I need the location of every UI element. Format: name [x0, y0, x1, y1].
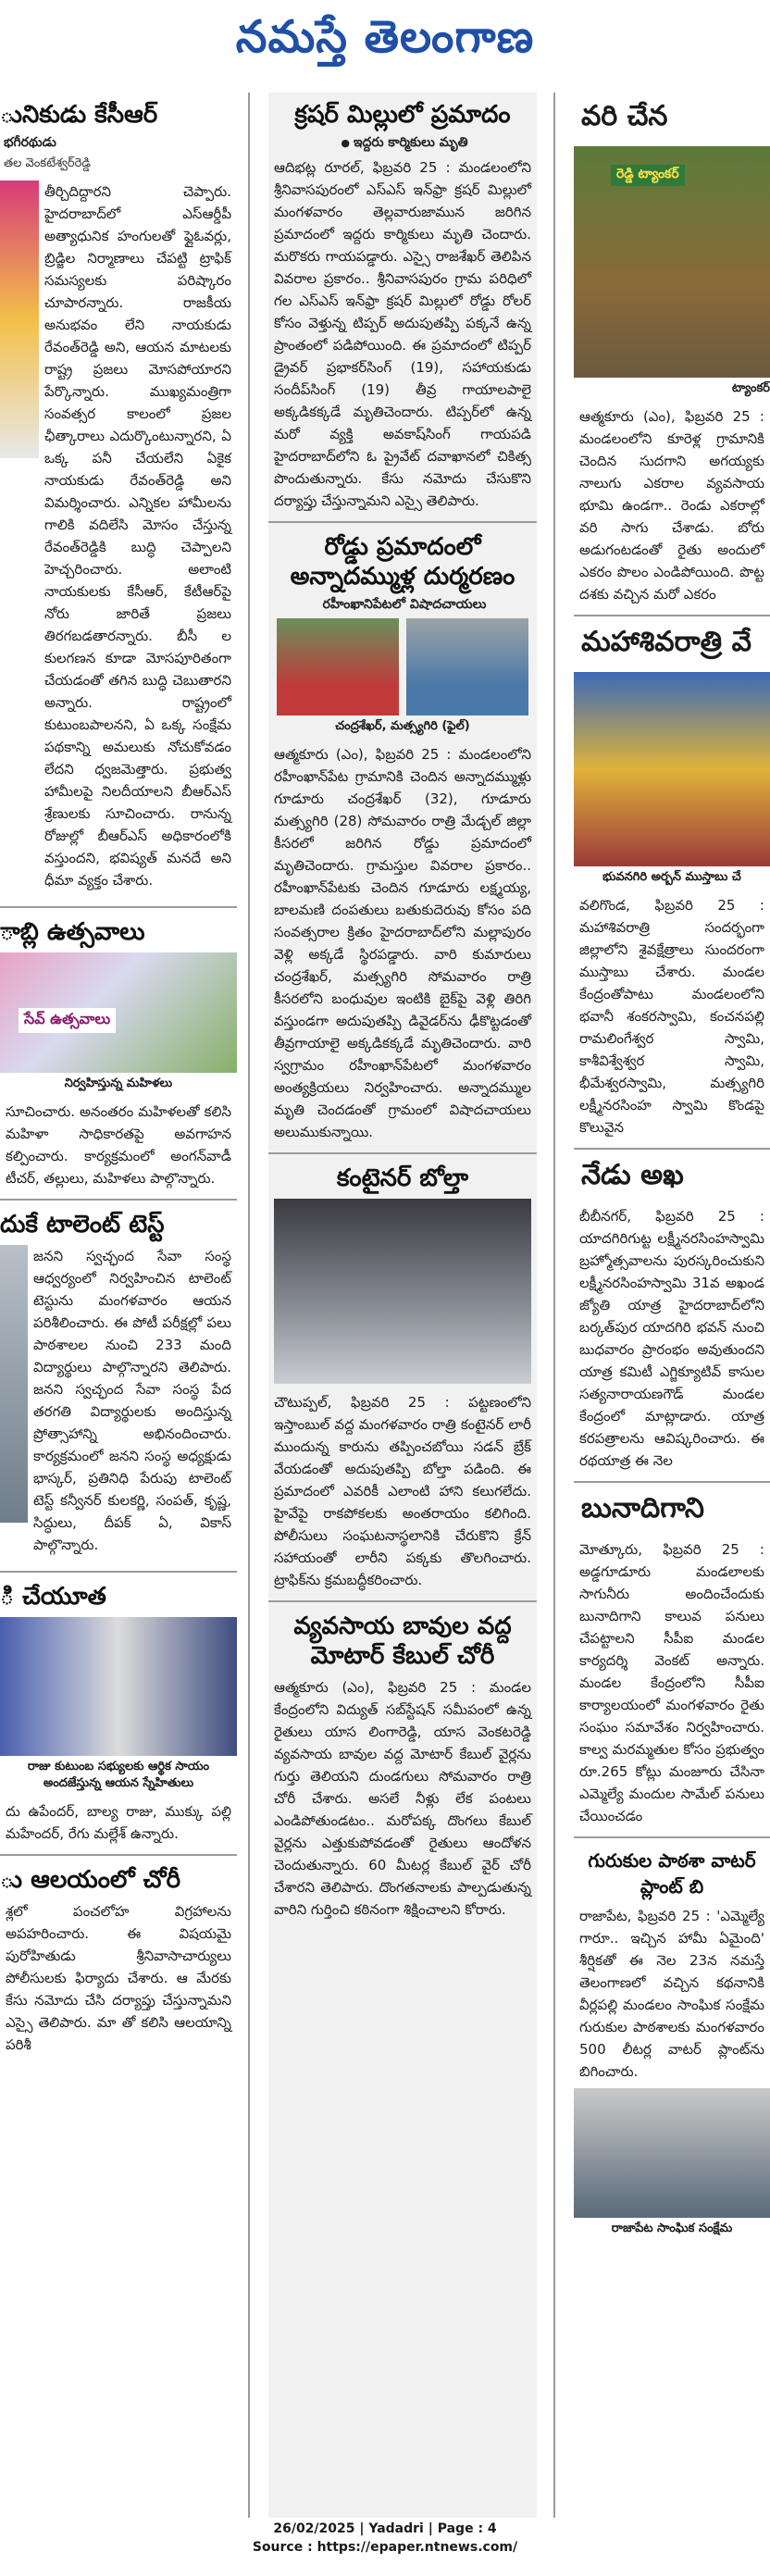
story-kcr: [0, 100, 237, 897]
headline-paddy: వరి చేన: [581, 100, 668, 132]
masthead: [0, 0, 770, 81]
headline-cheyutha: ి చేయూత: [0, 1583, 106, 1611]
headline-shivaratri: మహాశివరాత్రి వే: [581, 626, 751, 658]
story-paddy: [574, 100, 770, 605]
divider: [574, 615, 770, 616]
headline-bunadigani: బునాదిగాని: [581, 1492, 704, 1524]
body-brothers: ఆత్మకూరు (ఎం), ఫిబ్రవరి 25 : మండలంలోని రహీంఖాన్‌పేట గ్రామానికి చెందిన అన్నాదమ్ముళ్లు గూడూరు చంద్రశేఖర్ (32), గూడూరు మత్స్యగిరి (28) సోమవారం రాత్రి మేడ్చల్ జిల్లా కీసరలో జరిగిన రోడ్డు ప్రమాదంలో మృతిచెందారు. గ్రామస్తుల వివరాల ప్రకారం.. రహీంఖాన్‌పేటకు చెందిన గూడూరు లక్ష్మయ్య, బాలమణి దంపతులు బతుకుదెరువు కోసం పది సంవత్సరాల క్రితం హైదరాబాద్‌లోని మల్లాపురం వెళ్లి అక్కడే స్థిరపడ్డారు. వారి కుమారులు చంద్రశేఖర్, మత్స్యగిరి సోమవారం రాత్రి కీసరలోని బంధువుల ఇంటికి బైక్‌పై వెళ్లి తిరిగి వస్తుండగా అదుపుతప్పి డివైడర్‌ను ఢీకొట్టడంతో తీవ్రగాయాలై అక్కడికక్కడే మృతిచెందారు. వారి స్వగ్రామం రహీంఖాన్‌పేటలో మంగళవారం అంత్యక్రియలు నిర్వహించారు. అన్నాదమ్ముల మృతి చెందడంతో గ్రామంలో విషాదచాయలు అలుముకున్నాయి.: [274, 746, 531, 1140]
divider: [0, 906, 237, 908]
headline-temple-theft: ు ఆలయంలో చోరీ: [0, 1866, 181, 1894]
body-cheyutha: దు ఉపేందర్, బాల్య రాజు, ముక్కు పల్లి మహేందర్, రేగు మల్లేశ్ ఉన్నారు.: [6, 1803, 231, 1842]
body-akhanda: బీబీనగర్, ఫిబ్రవరి 25 : యాదగిరిగుట్ట లక్ష్మీనరసింహస్వామి బ్రహ్మోత్సవాలను పురస్కరించుకుని లక్ష్మీనరసింహస్వామి 31వ అఖండ జ్యోతి యాత్ర హైదరాబాద్‌లోని బర్కత్‌పుర యాదగిరి భవన్ నుంచి బుధవారం ప్రారంభం అవుతుందని యాత్ర కమిటీ ఎగ్జిక్యూటివ్ కాసుల సత్యనారాయణగౌడ్ మండల కేంద్రంలో మాట్లాడారు. యాత్ర కరపత్రాలను ఆవిష్కరించారు. ఈ రథయాత్ర ఈ నెల: [579, 1208, 764, 1469]
right-column: [574, 93, 770, 2518]
headline-crusher: క్రషర్ మిల్లులో ప్రమాదం: [294, 101, 511, 129]
body-bunadigani: మోత్కూరు, ఫిబ్రవరి 25 : అడ్డగూడూరు మండలాలకు సాగునీరు అందించేందుకు బునాదిగాని కాలువ పనులు చేపట్టాలని సీపీఐ మండల కార్యదర్శి వెంకట్ అన్నారు. మండల కేంద్రంలోని సీపీఐ కార్యాలయంలో మంగళవారం రైతు సంఘం సమావేశం నిర్వహించారు. కాల్వ మరమ్మతుల కోసం ప్రభుత్వం రూ.265 కోట్లు మంజూరు చేసినా ఎమ్మెల్యే మందుల సామేల్ పనులు చేయించడం: [579, 1541, 764, 1824]
story-container: [268, 1164, 537, 1591]
caption-brothers: చంద్రశేఖర్, మత్స్యగిరి (ఫైల్): [335, 719, 470, 733]
body-utsavalu: సూచించారు. అనంతరం మహిళలతో కలిసి మహిళా సాధికారతపై అవగాహన కల్పించారు. కార్యక్రమంలో అంగన్‌వాడీ టీచర్, తల్లులు, మహిళలు పాల్గొన్నారు.: [6, 1103, 231, 1187]
story-bunadigani: [574, 1492, 770, 1827]
headline-talent-test: దుకే టాలెంట్ టెస్ట్: [0, 1211, 165, 1238]
divider: [574, 1481, 770, 1483]
kcr-photo: [0, 180, 39, 458]
subhead-crusher: ● ఇద్దరు కార్మికులు మృతి: [272, 135, 537, 153]
divider: [0, 1199, 237, 1201]
headline-kcr: ునికుడు కేసీఆర్: [0, 101, 158, 129]
caption-shivaratri: భువనగిరి అర్బన్ ముస్తాబు చే: [602, 870, 741, 884]
story-utsavalu: [0, 917, 237, 1189]
story-shivaratri: [574, 626, 770, 1139]
headline-brothers: రోడ్డు ప్రమాదంలో అన్నాదమ్ముళ్ల దుర్మరణం: [290, 533, 515, 591]
headline-utsavalu: ాబ్లి ఉత్సవాలు: [0, 918, 145, 946]
story-talent-test: [0, 1210, 237, 1562]
body-container: చౌటుప్పల్, ఫిబ్రవరి 25 : పట్టణంలోని ఇస్తాంబుల్ వద్ద మంగళవారం రాత్రి కంటైనర్ లారీ ముందున్న కారును తప్పించబోయి సడన్ బ్రేక్ వేయడంతో అదుపుతప్పి బోల్తా పడింది. ఈ ప్రమాదంలో ఎవరికీ ఎలాంటి హాని కలుగలేదు. హైవేపై రాకపోకలకు అంతరాయం కలిగింది. పోలీసులు సంఘటనాస్థలానికి చేరుకొని క్రేన్ సహాయంతో లారీని పక్కకు తొలగించారు. ట్రాఫిక్‌ను క్రమబద్ధీకరించారు.: [274, 1394, 531, 1588]
footer-edition: 26/02/2025 | Yadadri | Page : 4: [273, 2521, 497, 2536]
utsavalu-banner: సేవ్ ఉత్సవాలు: [19, 1008, 116, 1033]
page-footer: [0, 2520, 770, 2557]
headline-akhanda: నేడు అఖ: [581, 1159, 684, 1191]
body-talent-test: జనని స్వచ్ఛంద సేవా సంస్థ ఆధ్వర్యంలో నిర్వహించిన టాలెంట్ టెస్టును మంగళవారం ఆయన పరిశీలించారు. ఈ పోటీ పరీక్షల్లో పలు పాఠశాలల నుంచి 233 మంది విద్యార్థులు పాల్గొన్నారని తెలిపారు. జనని స్వచ్ఛంద సేవా సంస్థ పేద తరగతి విద్యార్థులకు అందిస్తున్న ప్రోత్సాహాన్ని అభినందించారు. కార్యక్రమంలో జనని సంస్థ అధ్యక్షుడు భాస్కర్, ప్రతినిధి పేరుపు టాలెంట్ టెస్ట్ కన్వీనర్ కులకర్ణి, సంపత్, కృష్ణ, సిద్ధులు, దీపక్ ఏ, వికాస్ పాల్గొన్నారు.: [33, 1248, 231, 1553]
story-brothers: [268, 532, 537, 1143]
story-water-plant: [574, 1848, 770, 2238]
caption-cheyutha: రాజు కుటుంబ సభ్యులకు ఆర్థిక సాయం అందజేస్తున్న ఆయన స్నేహితులు: [27, 1760, 210, 1790]
footer-source[interactable]: Source : https://epaper.ntnews.com/: [252, 2540, 518, 2555]
story-crusher: [268, 100, 537, 512]
story-akhanda: [574, 1159, 770, 1472]
divider: [0, 1571, 237, 1573]
water-plant-photo: [574, 2088, 770, 2218]
divider: [268, 521, 537, 523]
middle-column: [268, 93, 537, 2518]
cheyutha-photo: [0, 1617, 237, 1756]
matsyagiri-photo: [406, 618, 528, 716]
left-column: [0, 93, 237, 2518]
body-kcr: తీర్చిదిద్దారని చెప్పారు. హైదరాబాద్‌లో ఎస్ఆర్డీపీ అత్యాధునిక హంగులతో ఫ్లైఓవర్లు, బ్రిడ్జిల నిర్మాణాలు చేపట్టి ట్రాఫిక్ సమస్యలకు పరిష్కారం చూపారన్నారు. రాజకీయ అనుభవం లేని నాయకుడు రేవంత్‌రెడ్డి అని, ఆయన మాటలకు రాష్ట్ర ప్రజలు మోసపోయారని పేర్కొన్నారు. ముఖ్యమంత్రిగా సంవత్సర కాలంలో ప్రజల ఛీత్కారాలు ఎదుర్కొంటున్నారని, ఏ ఒక్క పనీ చేయలేని ఏకైక నాయకుడు రేవంత్‌రెడ్డి అని విమర్శించారు. ఎన్నికల హామీలను గాలికి వదిలేసి మోసం చేస్తున్న రేవంత్‌రెడ్డికి బుద్ధి చెప్పాలని హెచ్చరించారు. అలాంటి నాయకులకు కేసీఆర్, కేటీఆర్‌పై నోరు జారితే ప్రజలు తిరగబడతారన్నారు. బీసీ ల కులగణన కూడా మోసపూరితంగా చేయడంతో తగిన బుద్ధి చెబుతారని అన్నారు. రాష్ట్రంలో కుటుంబపాలనని, ఏ ఒక్క సంక్షేమ పథకాన్ని అమలుకు నోచుకోవడం లేదని ధ్వజమెత్తారు. ప్రభుత్వ హామీలపై నిలదీయాలని బీఆర్‌ఎస్ శ్రేణులకు సూచించారు. రానున్న రోజుల్లో బీఆర్‌ఎస్ అధికారంలోకి వస్తుందని, భవిష్యత్ మనదే అని ధీమా వ్యక్తం చేశారు.: [44, 183, 231, 889]
temple-photo: [574, 672, 770, 866]
headline-water-plant: గురుకుల పాఠశా వాటర్ ప్లాంట్ బి: [588, 1849, 756, 1898]
story-cheyutha: [0, 1582, 237, 1845]
body-shivaratri: వలిగొండ, ఫిబ్రవరి 25 : మహాశివరాత్రి సందర్భంగా జిల్లాలోని శైవక్షేత్రాలు సుందరంగా ముస్తాబు చేశారు. మండల కేంద్రంతోపాటు మండలంలోని భవానీ శంకరస్వామి, కంచనపల్లి రామలింగేశ్వర స్వామి, కాశీవిశ్వేశ్వర స్వామి, భీమేశ్వరస్వామి, మత్స్యగిరి లక్ష్మీనరసింహ స్వామి కొండపై కొలువైన: [579, 897, 764, 1136]
utsavalu-photo: [0, 952, 237, 1073]
talent-test-photo: [0, 1245, 28, 1523]
byline-kcr: తల వెంకటేశ్వర్‌రెడ్డి: [4, 156, 91, 170]
body-paddy: ఆత్మకూరు (ఎం), ఫిబ్రవరి 25 : మండలంలోని కూరెళ్ల గ్రామానికి చెందిన సుదగాని అగయ్యకు నాలుగు ఎకరాల వ్యవసాయ భూమి ఉండగా.. రెండు ఎకరాల్లో వరి సాగు చేశాడు. బోరు అడుగంటడంతో రైతు అందులో ఎకరం పొలం ఎండిపోయింది. పొట్ట దశకు వచ్చిన మరో ఎకరం: [579, 408, 764, 603]
headline-cable-theft: వ్యవసాయ బావుల వద్ద మోటార్ కేబుల్ చోరీ: [293, 1612, 512, 1670]
story-cable-theft: [268, 1612, 537, 1921]
body-cable-theft: ఆత్మకూరు (ఎం), ఫిబ్రవరి 25 : మండల కేంద్రంలోని విద్యుత్ సబ్‌స్టేషన్ సమీపంలో ఉన్న రైతులు యాస లింగారెడ్డి, యాస వెంకటరెడ్డి వ్యవసాయ బావుల వద్ద మోటార్ కేబుల్ వైర్లను గుర్తు తెలియని దుండగులు సోమవారం రాత్రి చోరీ చేశారు. అసలే నీళ్లు లేక పంటలు ఎండిపోతుండటం.. మరోపక్క దొంగలు కేబుల్ వైర్లను ఎత్తుకుపోవడంతో రైతులు ఆందోళన చెందుతున్నారు. 60 మీటర్ల కేబుల్ వైర్ చోరీ చేశారని తెలిపారు. దొంగతనాలకు పాల్పడుతున్న వారిని గుర్తించి కఠినంగా శిక్షించాలని కోరారు.: [274, 1679, 531, 1918]
divider: [574, 1836, 770, 1838]
subhead-kcr: భగీరథుడు: [4, 135, 56, 150]
story-temple-theft: [0, 1865, 237, 2056]
container-photo: [274, 1199, 531, 1384]
divider: [574, 1148, 770, 1150]
masthead-title: నమస్తే తెలంగాణ: [235, 11, 535, 63]
tanker-photo: [574, 146, 770, 378]
divider: [0, 1854, 237, 1856]
body-water-plant: రాజాపేట, ఫిబ్రవరి 25 : 'ఎమ్మెల్యే గారూ.. ఇచ్చిన హామీ ఏమైంది' శీర్షికతో ఈ నెల 23న నమస్తే తెలంగాణలో వచ్చిన కథనానికి వీర్లపల్లి మండలం సాంఘిక సంక్షేమ గురుకుల పాఠశాలకు మంగళవారం 500 లీటర్ల వాటర్ ప్లాంట్‌ను బిగించారు.: [579, 1908, 764, 2080]
divider: [268, 1152, 537, 1154]
caption-utsavalu: నిర్వహిస్తున్న మహిళలు: [64, 1076, 173, 1090]
column-divider-right: [553, 93, 555, 2518]
divider: [268, 1600, 537, 1602]
column-divider-left: [248, 93, 250, 2518]
subhead-brothers: రహీంఖానిపేటలో విషాదచాయలు: [322, 597, 487, 612]
caption-water-plant: రాజాపేట సాంఘిక సంక్షేమ: [611, 2221, 733, 2235]
caption-paddy: ట్యాంకర్: [732, 381, 770, 395]
body-temple-theft: శ్లలో పంచలోహ విగ్రహాలను అపహరించారు. ఈ విషయమై పురోహితుడు శ్రీనివాసాచార్యులు పోలీసులకు ఫిర్యాదు చేశారు. ఆ మేరకు కేసు నమోదు చేసి దర్యాప్తు చేస్తున్నామని ఎస్సై తెలిపారు. మా తో కలిసి ఆలయాన్ని పరిశీ: [6, 1903, 231, 2053]
body-crusher: ఆదిభట్ల రూరల్, ఫిబ్రవరి 25 : మండలంలోని శ్రీనివాసపురంలో ఎస్ఎస్ ఇన్‌ఫ్రా క్రషర్ మిల్లులో మంగళవారం తెల్లవారుజామున జరిగిన ప్రమాదంలో ఇద్దరు కార్మికులు మృతి చెందారు. మరొకరు గాయపడ్డారు. ఎస్సై రాజశేఖర్ తెలిపిన వివరాల ప్రకారం.. శ్రీనివాసపురం గ్రామ పరిధిలో గల ఎస్ఎస్ ఇన్‌ఫ్రా క్రషర్ మిల్లులో రోడ్డు రోలర్ కోసం వెళ్తున్న టిప్పర్ అదుపుతప్పి పక్కనే ఉన్న ప్రాంతంలో పడిపోయింది. ఈ ప్రమాదంలో టిప్పర్ డ్రైవర్ ప్రభాకర్‌సింగ్ (19), సహాయకుడు సందీప్‌సింగ్ (19) తీవ్ర గాయాలపాలై అక్కడికక్కడే మృతిచెందారు. టిప్పర్‌లో ఉన్న మరో వ్యక్తి అవకాష్‌సింగ్ గాయపడి హైదరాబాద్‌లోని ఓ ప్రైవేట్ దవాఖానలో చికిత్స పొందుతున్నారు. కేసు నమోదు చేసుకొని దర్యాప్తు చేస్తున్నామని ఎస్సై తెలిపారు.: [274, 159, 531, 509]
tanker-text: రెడ్డి ట్యాంకర్: [611, 165, 685, 186]
chandrashekar-photo: [277, 618, 399, 716]
headline-container: కంటైనర్ బోల్తా: [336, 1164, 469, 1192]
